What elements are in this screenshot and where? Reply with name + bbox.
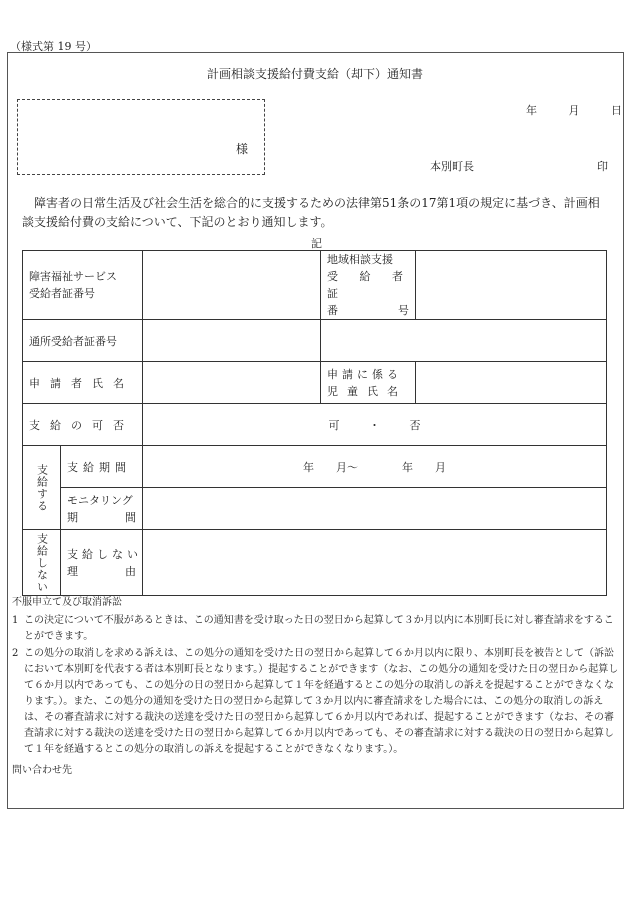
applicant-name-label: 申請者氏名 <box>23 362 143 404</box>
addressee-box <box>17 99 265 175</box>
appeal-heading: 不服申立て及び取消訴訟 <box>12 597 122 608</box>
recipient-no-label: 障害福祉サービス 受給者証番号 <box>23 251 143 320</box>
ki-mark: 記 <box>311 237 322 250</box>
table-row <box>23 251 607 320</box>
table-row <box>23 320 607 362</box>
table-row <box>23 530 607 596</box>
reason-label: 支給しない 理 由 <box>61 530 143 596</box>
day-service-blank <box>321 320 607 362</box>
table-row <box>23 488 607 530</box>
grant-label: 支給する <box>23 446 61 530</box>
period-label: 支給期間 <box>61 446 143 488</box>
approval-value[interactable]: 可 ・ 否 <box>143 404 607 446</box>
table-row <box>23 446 607 488</box>
form-number: （様式第 19 号） <box>10 40 97 53</box>
addressee-suffix: 様 <box>236 142 249 156</box>
approval-label: 支給の可否 <box>23 404 143 446</box>
child-name-field[interactable] <box>416 362 607 404</box>
appeal-notes <box>12 613 620 759</box>
deny-label: 支給しない <box>23 530 61 596</box>
notice-table <box>22 250 607 596</box>
notice-body: 障害者の日常生活及び社会生活を総合的に支援するための法律第51条の17第1項の規定に基づき、計画相談支援給付費の支給について、下記のとおり通知します。 <box>22 196 600 229</box>
seal-mark: 印 <box>597 160 608 173</box>
document-title: 計画相談支援給付費支給（却下）通知書 <box>206 67 423 81</box>
child-name-label: 申請に係る 児童氏名 <box>321 362 416 404</box>
recipient-no-field[interactable] <box>143 251 321 320</box>
period-value[interactable]: 年 月～ 年 月 <box>143 446 607 488</box>
inquiry-label: 問い合わせ先 <box>12 765 72 776</box>
day-service-no-label: 通所受給者証番号 <box>23 320 143 362</box>
monitoring-label: モニタリング 期 間 <box>61 488 143 530</box>
table-row <box>23 362 607 404</box>
table-row <box>23 404 607 446</box>
list-item: 1 この決定について不服があるときは、この通知書を受け取った日の翌日から起算して３か月以内に本別町長に対し審査請求をすることができます。 <box>12 615 614 642</box>
monitoring-field[interactable] <box>143 488 607 530</box>
regional-no-label: 地域相談支援 受 給 者 証 番 号 <box>321 251 416 320</box>
regional-no-field[interactable] <box>416 251 607 320</box>
issuer: 本別町長 <box>430 160 474 173</box>
reason-field[interactable] <box>143 530 607 596</box>
applicant-name-field[interactable] <box>143 362 321 404</box>
day-service-no-field[interactable] <box>143 320 321 362</box>
list-item: 2 この処分の取消しを求める訴えは、この処分の通知を受けた日の翌日から起算して６か月以内に限り、本別町長を被告として（訴訟において本別町を代表する者は本別町長となります。）提起することができます（なお、この処分の通知を受けた日の翌日から起算して６か月以内であっても、この処分の日の翌日から起算して１年を経過するとこの処分の取消しの訴えを提起することができなくなります。）。また、この処分の通知を受けた日の翌日から起算して３か月以内に審査請求をした場合には、この処分の取消しの訴えは、その審査請求に対する裁決の送達を受けた日の翌日から起算して６か月以内であれば、提起することができます（なお、その審査請求に対する裁決の送達を受けた日の翌日から起算して６か月以内であっても、その審査請求に対する裁決の日の翌日から起算して１年を経過するとこの処分の取消しの訴えを提起することができなくなります。）。 <box>12 648 619 755</box>
date-line: 年 月 日 <box>526 104 622 117</box>
